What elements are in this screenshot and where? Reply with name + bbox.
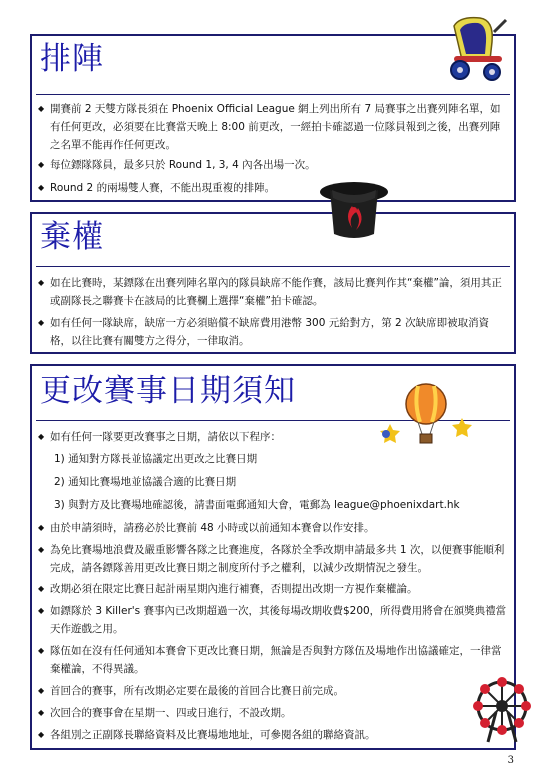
- list-item: ◆ 由於申請須時，請務必於比賽前 48 小時或以前通知本賽會以作安排。: [38, 519, 508, 537]
- diamond-bullet-icon: ◆: [38, 730, 45, 739]
- section-forfeit: [30, 212, 516, 354]
- list-item: ◆ 如有任何一隊缺席，缺席一方必須賠償不缺席費用港幣 300 元給對方，第 2 次缺席即被取消資格，以往比賽有關雙方之得分，一律取消。: [38, 314, 508, 350]
- diamond-bullet-icon: ◆: [38, 646, 45, 655]
- section-title-reschedule: 更改賽事日期須知: [40, 373, 296, 409]
- list-item: ◆ 首回合的賽事，所有改期必定要在最後的首回合比賽日前完成。: [38, 682, 508, 700]
- list-item: ◆ 每位鏢隊隊員，最多只於 Round 1, 3, 4 內各出場一次。: [38, 156, 508, 174]
- list-item: ◆ 各組別之正副隊長聯絡資料及比賽場地地址，可參閱各組的聯絡資訊。: [38, 726, 508, 744]
- diamond-bullet-icon: ◆: [38, 278, 45, 287]
- diamond-bullet-icon: ◆: [38, 584, 45, 593]
- list-item: ◆ 次回合的賽事會在星期一、四或日進行，不設改期。: [38, 704, 508, 722]
- baby-stroller-icon: [440, 14, 516, 84]
- page-number: 3: [507, 755, 514, 766]
- diamond-bullet-icon: ◆: [38, 104, 45, 113]
- diamond-bullet-icon: ◆: [38, 432, 45, 441]
- list-item: ◆ 隊伍如在沒有任何通知本賽會下更改比賽日期，無論是否與對方隊伍及場地作出協議確定，一律當棄權論，不得異議。: [38, 642, 508, 678]
- diamond-bullet-icon: ◆: [38, 686, 45, 695]
- diamond-bullet-icon: ◆: [38, 708, 45, 717]
- diamond-bullet-icon: ◆: [38, 318, 45, 327]
- title-underline: [36, 266, 510, 267]
- list-item-intro: ◆ 如有任何一隊要更改賽事之日期，請依以下程序：: [38, 428, 508, 446]
- procedure-step: 3) 與對方及比賽場地確認後，請書面電郵通知大會，電郵為 league@phoenixdart.hk: [54, 499, 460, 511]
- ferris-wheel-icon: [470, 676, 534, 744]
- title-underline: [36, 94, 510, 95]
- diamond-bullet-icon: ◆: [38, 545, 45, 554]
- list-item: ◆ 如鏢隊於 3 Killer's 賽事內已改期超過一次，其後每場改期收費$200，所得費用將會在頒獎典禮當天作遊戲之用。: [38, 602, 508, 638]
- section-title-lineup: 排陣: [40, 41, 104, 77]
- procedure-step: 1) 通知對方隊長並協議定出更改之比賽日期: [54, 453, 258, 465]
- section-title-forfeit: 棄權: [40, 219, 104, 255]
- list-item: ◆ Round 2 的兩場雙人賽，不能出現重複的排陣。: [38, 179, 508, 197]
- procedure-step: 2) 通知比賽場地並協議合適的比賽日期: [54, 476, 237, 488]
- list-item: ◆ 如在比賽時，某鏢隊在出賽列陣名單內的隊員缺席不能作賽，該局比賽判作其“棄權”論，須用其正或副隊長之聯賽卡在該局的比賽欄上選擇“棄權”拍卡確認。: [38, 274, 508, 310]
- diamond-bullet-icon: ◆: [38, 160, 45, 169]
- list-item: ◆ 為免比賽場地浪費及嚴重影響各隊之比賽進度，各隊於全季改期申請最多共 1 次，以便賽事能順利完成，請各鏢隊善用更改比賽日期之制度所付予之權利，以減少改期情況之發生。: [38, 541, 508, 577]
- diamond-bullet-icon: ◆: [38, 606, 45, 615]
- list-item: ◆ 改期必須在限定比賽日起計兩星期內進行補賽，否則提出改期一方視作棄權論。: [38, 580, 508, 598]
- magic-hat-icon: [318, 160, 390, 244]
- hot-air-balloon-icon: [378, 378, 474, 450]
- diamond-bullet-icon: ◆: [38, 183, 45, 192]
- diamond-bullet-icon: ◆: [38, 523, 45, 532]
- list-item: ◆ 開賽前 2 天雙方隊長須在 Phoenix Official League 網上列出所有 7 局賽事之出賽列陣名單，如有任何更改，必須要在比賽當天晚上 8:00 前更改，一經拍卡確認過一位隊員報到之後，出賽列陣之名單不能再作任何更改。: [38, 100, 508, 154]
